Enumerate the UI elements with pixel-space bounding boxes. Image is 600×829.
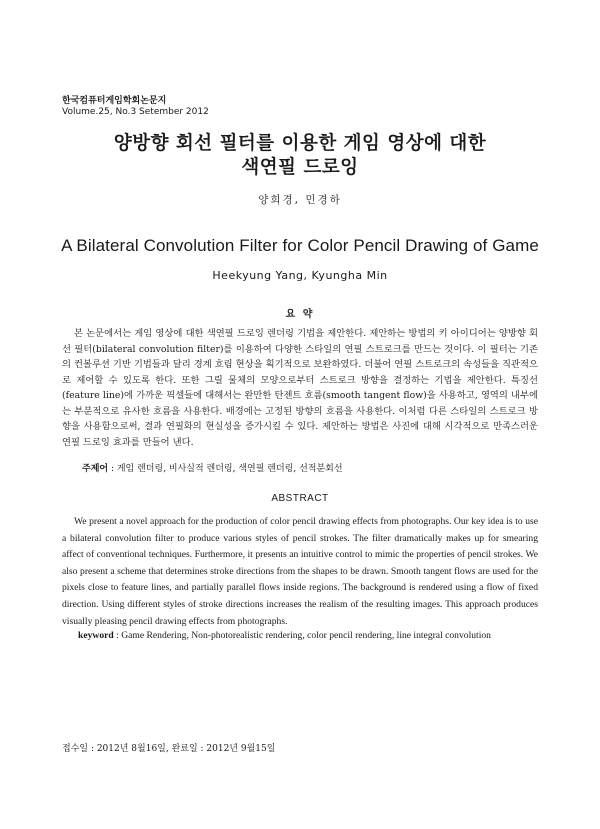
authors-english: Heekyung Yang, Kyungha Min bbox=[212, 269, 388, 282]
keywords-korean-label: 주제어 bbox=[82, 464, 109, 474]
abstract-english-body: We present a novel approach for the production of color pencil drawing effects from photographs. Our key idea is to use a bilateral convolution filter to produce various styles of pencil strokes. The filter dramatically makes up for smearing affect of conventional techniques. Furthermore, it presents an intuitive control to mimic the properties of pencil strokes. We also present a scheme that determines stroke directions from the shapes to be drawn. Smooth tangent flows are used for the pixels close to feature lines, and partially parallel flows inside regions. The background is rendered using a flow of fixed direction. Using different styles of stroke directions increases the realism of the resulting images. This approach produces visually pleasing pencil drawing effects from photographs. bbox=[62, 516, 538, 627]
abstract-korean-body: 본 논문에서는 게임 영상에 대한 색연필 드로잉 렌더링 기법을 제안한다. 제안하는 방법의 키 아이디어는 양방향 회선 필터(bilateral convolution filter)를 이용하여 다양한 스타일의 연필 스트로크를 만드는 것이다. 이 필터는 기존의 컨볼루션 기반 기법들과 달리 경계 흐림 현상을 획기적으로 보완하였다. 더불어 연필 스트로크의 속성들을 직관적으로 제어할 수 있도록 한다. 또한 그릴 물체의 모양으로부터 스트로크 방향을 결정하는 기법을 제안한다. 특징선(feature line)에 가까운 픽셀들에 대해서는 완만한 탄젠트 흐름(smooth tangent flow)을 사용하고, 영역의 내부에는 부분적으로 유사한 흐름을 사용한다. 배경에는 고정된 방향의 흐름을 사용한다. 이처럼 다른 스타일의 스트로크 방향을 사용함으로써, 결과 연필화의 현실성을 증가시킬 수 있다. 제안하는 방법은 사진에 대해 시각적으로 만족스러운 연필 드로잉 효과를 만들어 낸다. bbox=[62, 328, 538, 448]
abstract-korean-heading: 요 약 bbox=[285, 309, 315, 320]
keywords-english-label: keyword bbox=[78, 630, 114, 641]
title-korean-line2: 색연필 드로잉 bbox=[241, 157, 359, 178]
keywords-korean-separator: : bbox=[108, 464, 117, 474]
title-korean bbox=[40, 132, 560, 180]
journal-header bbox=[62, 96, 209, 118]
journal-volume: Volume.25, No.3 Setember 2012 bbox=[62, 107, 209, 117]
keywords-english-text: Game Rendering, Non-photorealistic rendering, color pencil rendering, line integral convolution bbox=[121, 630, 491, 641]
keywords-korean bbox=[82, 461, 343, 474]
keywords-english-separator: : bbox=[113, 630, 122, 641]
abstract-english-heading: ABSTRACT bbox=[271, 493, 329, 504]
keywords-korean-text: 게임 렌더링, 비사실적 렌더링, 색연필 렌더링, 선적분회선 bbox=[116, 464, 343, 474]
authors-korean: 양희경, 민경하 bbox=[258, 194, 342, 206]
journal-name: 한국컴퓨터게임학회논문지 bbox=[62, 96, 167, 106]
keywords-english bbox=[78, 630, 491, 641]
title-korean-line1: 양방향 회선 필터를 이용한 게임 영상에 대한 bbox=[113, 133, 487, 154]
title-english: A Bilateral Convolution Filter for Color Pencil Drawing of Game bbox=[61, 236, 539, 255]
received-date: 접수일 : 2012년 8월16일, 완료일 : 2012년 9월15일 bbox=[62, 744, 276, 754]
